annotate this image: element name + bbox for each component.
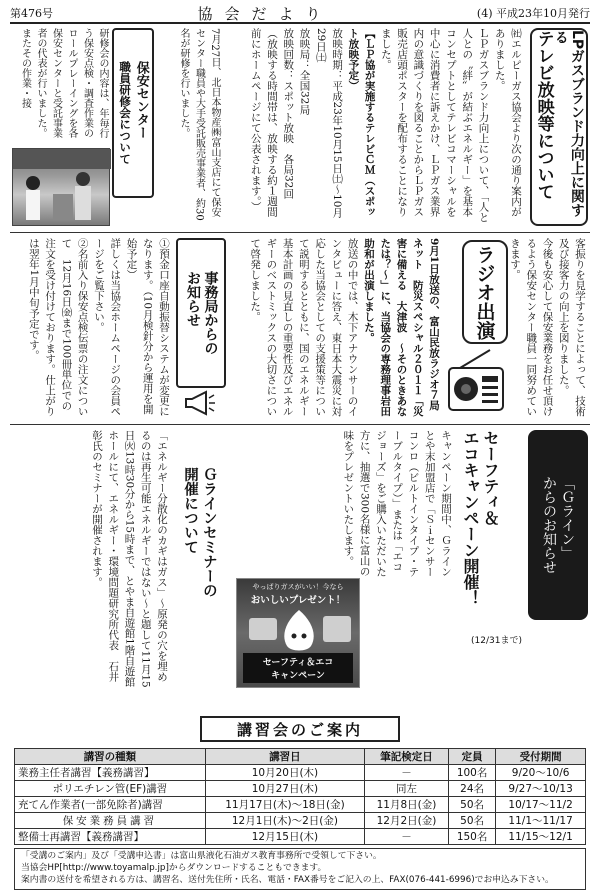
tv-ad-para-4: 放映時期：平成23年10月15日㈯～10月29日㈯ bbox=[314, 28, 344, 218]
poster-headline: おいしいプレゼント！ bbox=[250, 595, 346, 606]
course-date-cell: 12月15日(木) bbox=[205, 829, 364, 845]
radio-body-continued bbox=[508, 238, 588, 418]
center-training-para-2: 研修会の内容は、年毎行う保安点検・調査作業のロールプレーイングを各保安センターと受託事業者の代表が行いました。 bbox=[35, 28, 108, 138]
newsletter-title: 協会だより bbox=[197, 4, 333, 23]
tv-ad-para-6: 放映回数：スポット放映 各局32回 bbox=[282, 28, 295, 199]
capacity-cell: 50名 bbox=[448, 797, 495, 813]
exam-date-cell: 12月2日(金) bbox=[365, 813, 449, 829]
header-rule bbox=[10, 22, 590, 24]
safety-eco-period: (12/31まで) bbox=[471, 636, 522, 646]
g-line-title-a: 「Ｇライン」 bbox=[559, 476, 576, 560]
g-seminar-title-b: 開催について bbox=[182, 466, 198, 554]
course-guide bbox=[14, 716, 586, 890]
tv-ad-title-b: テレビ放映等について bbox=[533, 30, 554, 200]
course-type-cell: 充てん作業者(一部免除者)講習 bbox=[15, 797, 206, 813]
safety-eco-title bbox=[460, 430, 522, 646]
tv-ad-para-5: 放映局：全国32局 bbox=[298, 28, 311, 115]
tv-ad-para-7: （放映する時間帯は、放映する約１週間前にホームページにて公表されます。） bbox=[249, 28, 279, 217]
center-training-body-left bbox=[12, 28, 110, 146]
exam-date-cell: 同左 bbox=[365, 781, 449, 797]
capacity-cell: 150名 bbox=[448, 829, 495, 845]
col-capacity: 定員 bbox=[448, 749, 495, 765]
course-type-cell: 整備士再講習【義務講習】 bbox=[15, 829, 206, 845]
course-table bbox=[14, 748, 586, 845]
poster-top-text: やっぱりガスがいい！今なら bbox=[252, 583, 344, 591]
radio-title-box bbox=[462, 240, 508, 344]
table-row bbox=[15, 813, 586, 829]
reception-cell: 10/17～11/2 bbox=[496, 797, 586, 813]
tv-ad-title-a: LPガスブランド力向上に関する bbox=[552, 30, 585, 218]
divider-row2 bbox=[10, 424, 590, 425]
poster-bottom-b: キャンペーン bbox=[271, 671, 325, 681]
safety-eco-title-a: セーフティ＆ bbox=[481, 430, 500, 526]
table-row bbox=[15, 781, 586, 797]
tv-ad-title-box bbox=[530, 28, 588, 226]
course-table-header bbox=[15, 749, 586, 765]
tv-ad-para-1: ㈳エルピーガス協会より次の通り案内がありました。 bbox=[493, 28, 522, 217]
megaphone-icon bbox=[182, 390, 216, 416]
office-notice-para-1: ①預金口座自動振替システムが変更になります。（10月検針分から運用を開始予定） bbox=[125, 238, 170, 417]
g-seminar-title-box bbox=[172, 432, 226, 632]
page-header bbox=[10, 4, 590, 22]
reception-cell: 11/1～11/17 bbox=[496, 813, 586, 829]
g-line-title-box bbox=[528, 430, 588, 620]
radio-para-3: 9月1日放送の、富山民放ラジオ７局ネット 防災スペシャル２０１１「災害に備える 大津波 ～そのときあなたは？～」に、当協会の専務理事岩田助和が出演しました。 bbox=[362, 238, 440, 417]
course-note-1: 「受講のご案内」及び「受講申込書」は富山県液化石油ガス教育事務所で受領して下さい。 bbox=[21, 851, 382, 861]
tv-ad-para-3: 【ＬＰ協が実施するテレビＣＭ（スポット放映予定） bbox=[347, 28, 376, 217]
col-course-type: 講習の種類 bbox=[15, 749, 206, 765]
safety-eco-body bbox=[232, 430, 454, 580]
center-training-para-1: 7月27日、北日本物産㈱富山支店にて保安センター職員や大手受託販売事業者、約30名が研修を行いました。 bbox=[178, 28, 220, 221]
training-photo bbox=[12, 148, 110, 226]
g-seminar-para-1: 「エネルギー分散化のカギはガス」～原発の穴を埋めるのは再生可能エネルギーではない～と題して11月15日㈫13時30分から15時まで、とやま自遊館1階自遊館ホールにて、エネルギー・環境問題研究所代表 石井彰氏のセミナーが開催されます。 bbox=[90, 430, 168, 688]
mascot-icon bbox=[237, 606, 361, 656]
center-training-title-a: 保安センター bbox=[133, 61, 149, 140]
center-training-body-right bbox=[158, 28, 222, 226]
radio-title: ラジオ出演 bbox=[473, 244, 496, 340]
exam-date-cell: － bbox=[365, 829, 449, 845]
office-notice-para-3: ②名前入り保安点検伝票の注文について 12月16日㈮まで100冊単位での注文を受け付けております。仕上がりは翌年1月中旬予定です。 bbox=[27, 238, 89, 417]
radio-para-1: 客振りを見学することによって、技術及び接客力の向上を図りました。 bbox=[557, 238, 586, 417]
course-guide-title: 講習会のご案内 bbox=[200, 716, 400, 742]
g-seminar-title-a: Ｇラインセミナーの bbox=[200, 466, 217, 598]
course-date-cell: 10月20日(木) bbox=[205, 765, 364, 781]
g-seminar-body bbox=[12, 430, 170, 692]
radio-para-4: 放送の中では、木下アナウンサーのインタビューに答え、東日本大震災に対応した当協会としての支援策等について説明するとともに、国のエネルギー基本計画の見直しの重要性及びエネルギーのベストミックスの大切さについて啓発しました。 bbox=[249, 238, 359, 417]
divider-row1 bbox=[10, 232, 590, 233]
campaign-poster bbox=[236, 578, 360, 688]
tv-ad-body bbox=[228, 28, 524, 226]
center-training-title-box bbox=[112, 28, 154, 198]
safety-eco-para-1: キャンペーン期間中、Ｇラインとや末加盟店で「Ｓｉセンサーコンロ（ビルトインタイプ・テーブルタイプ）」または「エコジョーズ」をご購入いただいた方に、抽選で300名様に富山の味をプレゼントいたします。 bbox=[342, 430, 452, 577]
table-row bbox=[15, 797, 586, 813]
course-notes bbox=[14, 848, 586, 890]
course-note-3: 案内書の送付を希望される方は、講習名、送付先住所・氏名、電話・FAX番号をご記入の上、FAX(076-441-6996)でお申込み下さい。 bbox=[21, 874, 554, 885]
course-note-2: 当協会HP[http://www.toyamalp.jp]からダウンロードすることもできます。 bbox=[21, 862, 327, 873]
exam-date-cell: － bbox=[365, 765, 449, 781]
course-type-cell: ポリエチレン管(EF)講習 bbox=[15, 781, 206, 797]
radio-section bbox=[232, 238, 588, 420]
reception-cell: 9/27～10/13 bbox=[496, 781, 586, 797]
office-notice-title-a: 事務局からの bbox=[202, 271, 219, 355]
col-exam-date: 筆記検定日 bbox=[365, 749, 449, 765]
course-date-cell: 10月27日(木) bbox=[205, 781, 364, 797]
capacity-cell: 100名 bbox=[448, 765, 495, 781]
course-type-cell: 保安業務員講習 bbox=[15, 813, 206, 829]
radio-para-2: 今後も安心して保安業務をお任せ頂けるよう保安センター職員一同努めていきます。 bbox=[508, 238, 554, 417]
office-notice-section bbox=[12, 238, 226, 420]
issue-number: 第476号 bbox=[10, 7, 53, 20]
col-reception-period: 受付期間 bbox=[496, 749, 586, 765]
table-row bbox=[15, 829, 586, 845]
course-date-cell: 12月1日(木)～2日(金) bbox=[205, 813, 364, 829]
office-notice-para-2: 詳しくは当協会ホームページの会員ページをご覧下さい。 bbox=[92, 238, 122, 417]
capacity-cell: 50名 bbox=[448, 813, 495, 829]
reception-cell: 11/15～12/1 bbox=[496, 829, 586, 845]
col-course-date: 講習日 bbox=[205, 749, 364, 765]
issue-date: (4) 平成23年10月発行 bbox=[476, 7, 590, 20]
course-date-cell: 11月17日(木)～18日(金) bbox=[205, 797, 364, 813]
capacity-cell: 24名 bbox=[448, 781, 495, 797]
center-training-section bbox=[12, 28, 222, 228]
radio-body bbox=[232, 238, 442, 418]
table-row bbox=[15, 765, 586, 781]
office-notice-title-b: お知らせ bbox=[185, 271, 201, 327]
tv-ad-para-2: ＬＰガスブランド力向上について、「人と人との〝絆〟が結ぶエネルギー」を基本コンセプトとしてテレビコマーシャルを中心に消費者に訴えかけ、ＬＰガス業界内の意識づくりを図ることからＬＰガス販売店頭ポスターを配布することになりました。 bbox=[379, 28, 490, 223]
poster-bottom-a: セーフティ＆エコ bbox=[262, 658, 334, 668]
reception-cell: 9/20～10/6 bbox=[496, 765, 586, 781]
tv-ad-section bbox=[228, 28, 588, 228]
office-notice-title-box bbox=[176, 238, 226, 388]
radio-icon bbox=[446, 348, 506, 414]
safety-eco-title-b: エコキャンペーン開催！ bbox=[461, 430, 480, 606]
center-training-title-b: 職員研修会について bbox=[118, 61, 133, 165]
exam-date-cell: 11月8日(金) bbox=[365, 797, 449, 813]
g-seminar-section bbox=[12, 430, 226, 694]
office-notice-body bbox=[12, 238, 172, 418]
g-line-title-b: からのお知らせ bbox=[541, 476, 557, 574]
course-type-cell: 業務主任者講習【義務講習】 bbox=[15, 765, 206, 781]
center-training-para-3: またその作業・接 bbox=[19, 28, 31, 108]
